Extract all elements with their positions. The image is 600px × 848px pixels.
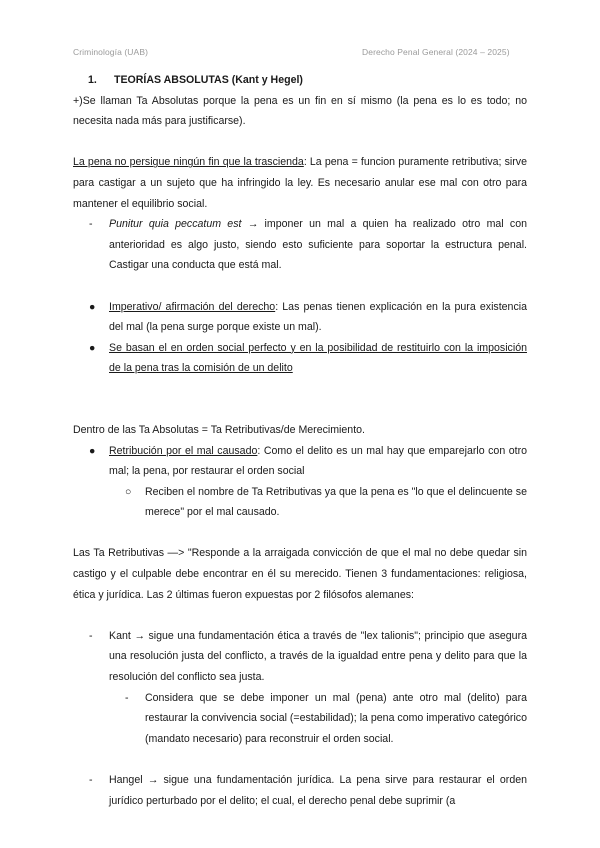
dash-marker: - bbox=[89, 629, 93, 642]
document-body bbox=[73, 70, 527, 811]
header-course: Criminología (UAB) bbox=[73, 47, 149, 57]
section-number: 1. bbox=[88, 74, 97, 86]
header-subject: Derecho Penal General (2024 – 2025) bbox=[362, 47, 510, 57]
dash-marker: - bbox=[89, 218, 93, 231]
list-item: ○ Reciben el nombre de Ta Retributivas ya que la pena es "lo que el delincuente se merece" por el mal causado. bbox=[73, 482, 527, 523]
bullet-marker: ● bbox=[89, 300, 96, 313]
paragraph-fundamentaciones: Las Ta Retributivas —> "Responde a la arraigada convicción de que el mal no debe quedar sin castigo y el culpable debe encontrar en él su merecido. Tienen 3 fundamentaciones: religiosa, ética y jurídica. Las 2 últimas fueron expuestas por 2 filósofos alemanes: bbox=[73, 547, 527, 601]
list-item: - Punitur quia peccatum est → imponer un mal a quien ha realizado otro mal con anterioridad es algo justo, siendo esto suficiente para soportar la estructura penal. Castigar una conducta que está mal. bbox=[73, 214, 527, 276]
underlined-phrase: Retribución por el mal causado bbox=[109, 444, 258, 457]
dash-marker: - bbox=[125, 691, 129, 704]
list-item: ● Imperativo/ afirmación del derecho: Las penas tienen explicación en la pura existencia del mal (la pena surge porque existe un mal). bbox=[73, 297, 527, 338]
section-heading bbox=[73, 70, 527, 91]
bullet-marker: ● bbox=[89, 341, 96, 354]
dash-marker: - bbox=[89, 774, 93, 786]
intro-paragraph: +)Se llaman Ta Absolutas porque la pena es un fin en sí mismo (la pena es lo es todo; no necesita nada más para justificarse). bbox=[73, 94, 527, 128]
circle-marker: ○ bbox=[125, 485, 132, 498]
list-item: - Kant → sigue una fundamentación ética a través de "lex talionis"; principio que asegura una resolución justa del conflicto, a través de la igualdad entre pena y delito para que la resolución del conflicto sea justa. bbox=[73, 626, 527, 688]
paragraph-pena-fin: La pena no persigue ningún fin que la trascienda: La pena = funcion puramente retributiva; sirve para castigar a un sujeto que ha infringido la ley. Es necesario anular ese mal con otro para mantener el equilibrio social. bbox=[73, 156, 527, 210]
underlined-phrase: Se basan el en orden social perfecto y en la posibilidad de restituirlo con la imposición de la pena tras la comisión de un delito bbox=[109, 341, 527, 375]
section-title: TEORÍAS ABSOLUTAS (Kant y Hegel) bbox=[114, 74, 303, 86]
underlined-phrase: Imperativo/ afirmación del derecho bbox=[109, 300, 276, 313]
list-item: - Considera que se debe imponer un mal (pena) ante otro mal (delito) para restaurar la convivencia social (=estabilidad); la pena como imperativo categórico (mandato necesario) para reconstruir el orden social. bbox=[73, 688, 527, 750]
list-item: ● Retribución por el mal causado: Como el delito es un mal hay que emparejarlo con otro mal; la pena, por restaurar el orden social bbox=[73, 441, 527, 482]
paragraph-retributivas: Dentro de las Ta Absolutas = Ta Retributivas/de Merecimiento. bbox=[73, 423, 365, 436]
list-item bbox=[73, 338, 527, 379]
bullet-marker: ● bbox=[89, 444, 96, 457]
underlined-phrase: La pena no persigue ningún fin que la trascienda bbox=[73, 156, 304, 169]
latin-phrase: Punitur quia peccatum est bbox=[109, 218, 242, 231]
list-item: - Hangel → sigue una fundamentación jurídica. La pena sirve para restaurar el orden jurídico perturbado por el delito; el cual, el derecho penal debe suprimir (a bbox=[73, 770, 527, 811]
